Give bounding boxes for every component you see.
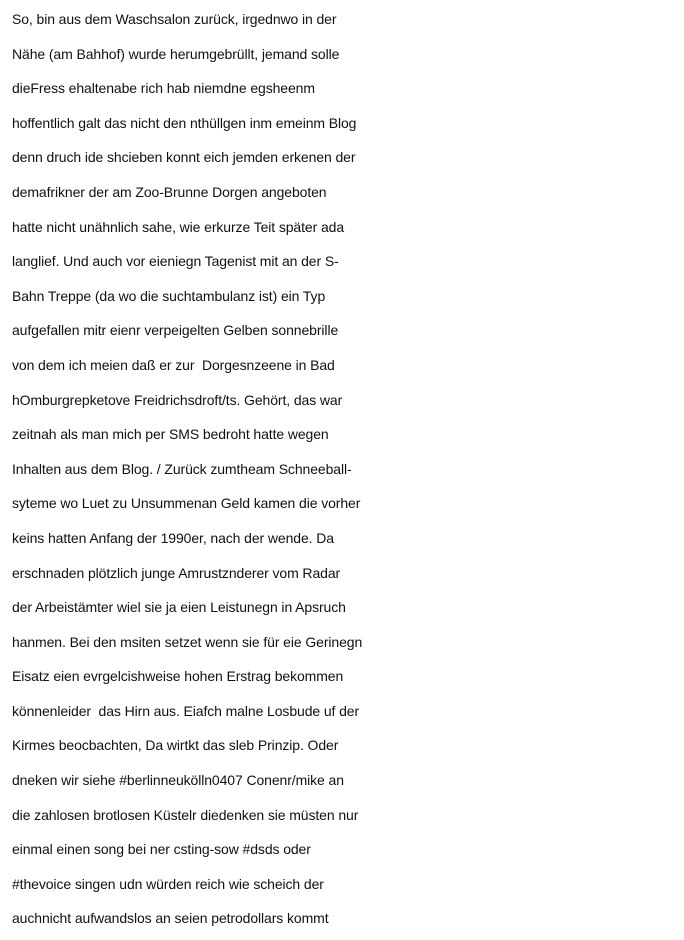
text-line: #thevoice singen udn würden reich wie scheich der [12, 875, 324, 892]
text-line: aufgefallen mitr eienr verpeigelten Gelben sonnebrille [12, 322, 339, 339]
text-line: Bahn Treppe (da wo die suchtambulanz ist) ein Typ [12, 287, 326, 304]
text-line: hatte nicht unähnlich sahe, wie erkurze Teit später ada [12, 218, 345, 235]
text-line: denn druch ide shcieben konnt eich jemden erkenen der [12, 149, 356, 166]
text-line: auchnicht aufwandslos an seien petrodollars kommt [12, 910, 329, 927]
document-body [12, 2, 684, 936]
text-line: hoffentlich galt das nicht den nthüllgen inm emeinm Blog [12, 114, 357, 131]
text-line: könnenleider das Hirn aus. Eiafch malne Losbude uf der [12, 702, 360, 719]
text-line: Nähe (am Bahhof) wurde herumgebrüllt, jemand solle [12, 45, 340, 62]
text-line: demafrikner der am Zoo-Brunne Dorgen angeboten [12, 183, 327, 200]
text-line: Kirmes beocbachten, Da wirtkt das sleb Prinzip. Oder [12, 737, 339, 754]
text-line: Inhalten aus dem Blog. / Zurück zumtheam Schneeball- [12, 460, 352, 477]
text-line: dneken wir siehe #berlinneukölln0407 Conenr/mike an [12, 772, 344, 789]
text-line: langlief. Und auch vor eieniegn Tagenist mit an der S- [12, 253, 339, 270]
text-line: der Arbeistämter wiel sie ja eien Leistunegn in Apsruch [12, 599, 346, 616]
text-line: erschnaden plötzlich junge Amrustznderer vom Radar [12, 564, 341, 581]
text-line: hanmen. Bei den msiten setzet wenn sie für eie Gerinegn [12, 633, 363, 650]
text-line: hOmburgrepketove Freidrichsdroft/ts. Gehört, das war [12, 391, 343, 408]
text-line: keins hatten Anfang der 1990er, nach der wende. Da [12, 529, 334, 546]
text-line: dieFress ehaltenabe rich hab niemdne egsheenm [12, 80, 315, 97]
text-line: So, bin aus dem Waschsalon zurück, irgednwo in der [12, 11, 337, 27]
text-line: Eisatz eien evrgelcishweise hohen Erstrag bekommen [12, 668, 344, 685]
text-line: syteme wo Luet zu Unsummenan Geld kamen die vorher [12, 495, 361, 512]
text-line: einmal einen song bei ner csting-sow #dsds oder [12, 841, 311, 858]
text-line: von dem ich meien daß er zur Dorgesnzeene in Bad [12, 356, 335, 373]
text-line: die zahlosen brotlosen Küstelr diedenken sie müsten nur [12, 806, 359, 823]
text-line: zeitnah als man mich per SMS bedroht hatte wegen [12, 426, 329, 443]
